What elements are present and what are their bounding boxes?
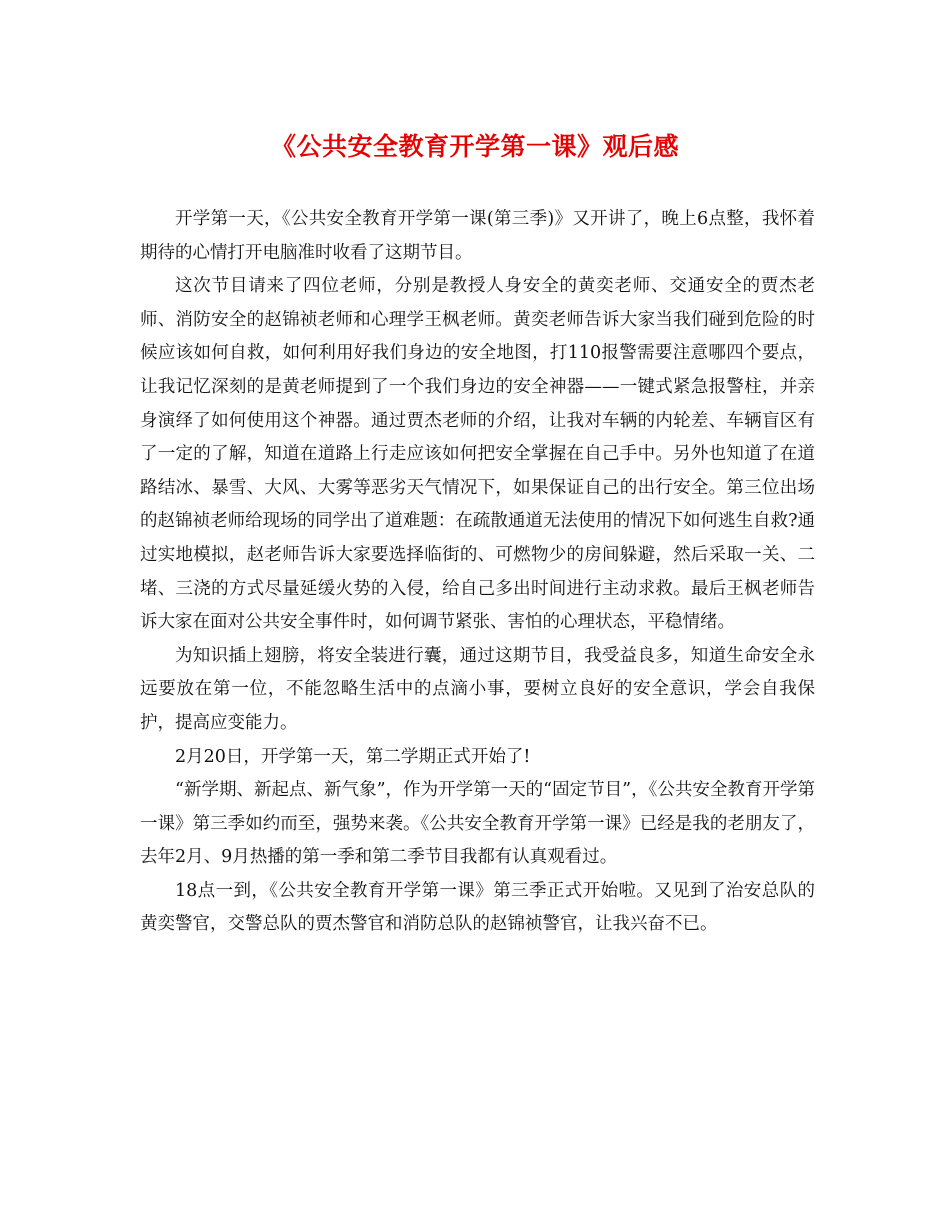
paragraph: 18点一到，《公共安全教育开学第一课》第三季正式开始啦。又见到了治安总队的黄奕警官，交警总队的贾杰警官和消防总队的赵锦祯警官，让我兴奋不已。 [140, 880, 815, 935]
document-body [140, 203, 815, 942]
document-title: 《公共安全教育开学第一课》观后感 [270, 132, 679, 161]
paragraph: “新学期、新起点、新气象”，作为开学第一天的“固定节目”，《公共安全教育开学第一课》第三季如约而至，强势来袭。《公共安全教育开学第一课》已经是我的老朋友了，去年2月、9月热播的第一季和第二季节目我都有认真观看过。 [140, 780, 815, 868]
paragraph: 为知识插上翅膀，将安全装进行囊，通过这期节目，我受益良多，知道生命安全永远要放在第一位，不能忽略生活中的点滴小事，要树立良好的安全意识，学会自我保护，提高应变能力。 [140, 645, 815, 733]
paragraph: 开学第一天，《公共安全教育开学第一课(第三季)》又开讲了，晚上6点整，我怀着期待的心情打开电脑准时收看了这期节目。 [140, 209, 815, 263]
paragraph: 这次节目请来了四位老师，分别是教授人身安全的黄奕老师、交通安全的贾杰老师、消防安全的赵锦祯老师和心理学王枫老师。黄奕老师告诉大家当我们碰到危险的时候应该如何自救，如何利用好我们身边的安全地图，打110报警需要注意哪四个要点，让我记忆深刻的是黄老师提到了一个我们身边的安全神器——一键式紧急报警柱，并亲身演绎了如何使用这个神器。通过贾杰老师的介绍，让我对车辆的内轮差、车辆盲区有了一定的了解，知道在道路上行走应该如何把安全掌握在自己手中。另外也知道了在道路结冰、暴雪、大风、大雾等恶劣天气情况下，如果保证自己的出行安全。第三位出场的赵锦祯老师给现场的同学出了道难题：在疏散通道无法使用的情况下如何逃生自救?通过实地模拟，赵老师告诉大家要选择临街的、可燃物少的房间躲避，然后采取一关、二堵、三浇的方式尽量延缓火势的入侵，给自己多出时间进行主动求救。最后王枫老师告诉大家在面对公共安全事件时，如何调节紧张、害怕的心理状态，平稳情绪。 [140, 276, 815, 633]
paragraph: 2月20日，开学第一天，第二学期正式开始了! [175, 746, 531, 767]
